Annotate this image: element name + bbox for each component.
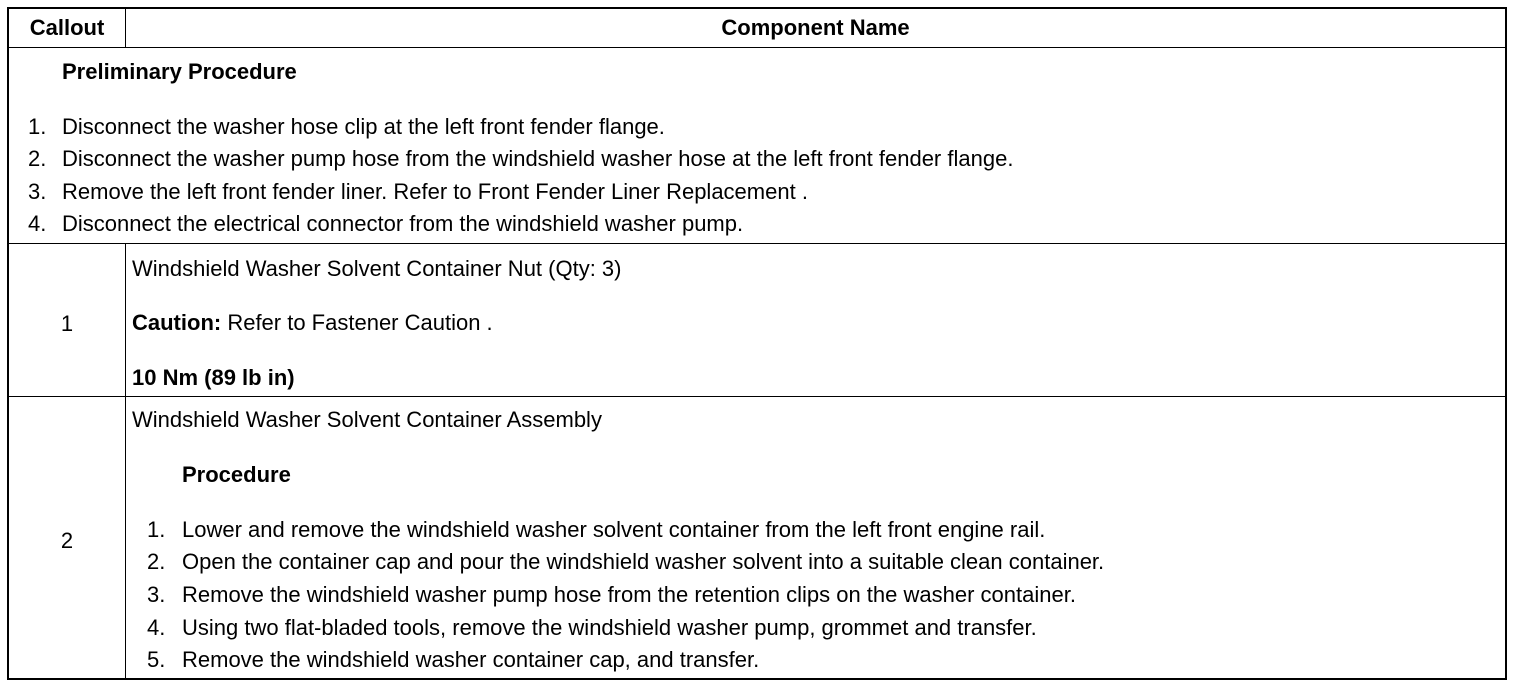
row-2-step-1-text: Lower and remove the windshield washer solvent container from the left front engine rail.	[182, 517, 1046, 542]
row-2-callout: 2	[60, 528, 74, 553]
component-table	[7, 7, 1507, 680]
row-2-step-2-text: Open the container cap and pour the windshield washer solvent into a suitable clean container.	[182, 549, 1105, 574]
preliminary-divider	[9, 243, 1505, 244]
header-callout: Callout	[29, 15, 105, 40]
preliminary-step-3-number: 3.	[28, 179, 47, 204]
row-2-step-4-number: 4.	[147, 615, 166, 640]
row-1-caution	[132, 310, 493, 336]
row-2-step-5-number: 5.	[147, 647, 166, 672]
preliminary-step-2-text: Disconnect the washer pump hose from the windshield washer hose at the left front fender flange.	[62, 146, 1014, 171]
row-2-step-3-number: 3.	[147, 582, 166, 607]
preliminary-procedure-title: Preliminary Procedure	[62, 59, 297, 84]
row-2-step-2-number: 2.	[147, 549, 166, 574]
row-1-callout: 1	[60, 311, 74, 336]
row-2-procedure-title: Procedure	[182, 462, 291, 487]
preliminary-step-1-number: 1.	[28, 114, 47, 139]
row-2-step-5-text: Remove the windshield washer container cap, and transfer.	[182, 647, 760, 672]
row-2-step-4-text: Using two flat-bladed tools, remove the windshield washer pump, grommet and transfer.	[182, 615, 1037, 640]
row-2-step-3-text: Remove the windshield washer pump hose from the retention clips on the washer container.	[182, 582, 1076, 607]
header-component-name: Component Name	[721, 15, 910, 40]
preliminary-step-3-text: Remove the left front fender liner. Refer to Front Fender Liner Replacement .	[62, 179, 808, 204]
rows-column-divider	[125, 243, 126, 678]
row-2-step-1-number: 1.	[147, 517, 166, 542]
row-1-torque: 10 Nm (89 lb in)	[132, 365, 295, 390]
header-divider	[9, 47, 1505, 48]
caution-label: Caution:	[132, 310, 222, 335]
preliminary-step-4-number: 4.	[28, 211, 47, 236]
preliminary-step-1-text: Disconnect the washer hose clip at the left front fender flange.	[62, 114, 665, 139]
row-1-component-name: Windshield Washer Solvent Container Nut (Qty: 3)	[132, 256, 622, 281]
row-1-divider	[9, 396, 1505, 397]
preliminary-step-4-text: Disconnect the electrical connector from the windshield washer pump.	[62, 211, 744, 236]
row-2-component-name: Windshield Washer Solvent Container Assembly	[132, 407, 602, 432]
preliminary-step-2-number: 2.	[28, 146, 47, 171]
caution-text: Refer to Fastener Caution .	[221, 310, 493, 335]
